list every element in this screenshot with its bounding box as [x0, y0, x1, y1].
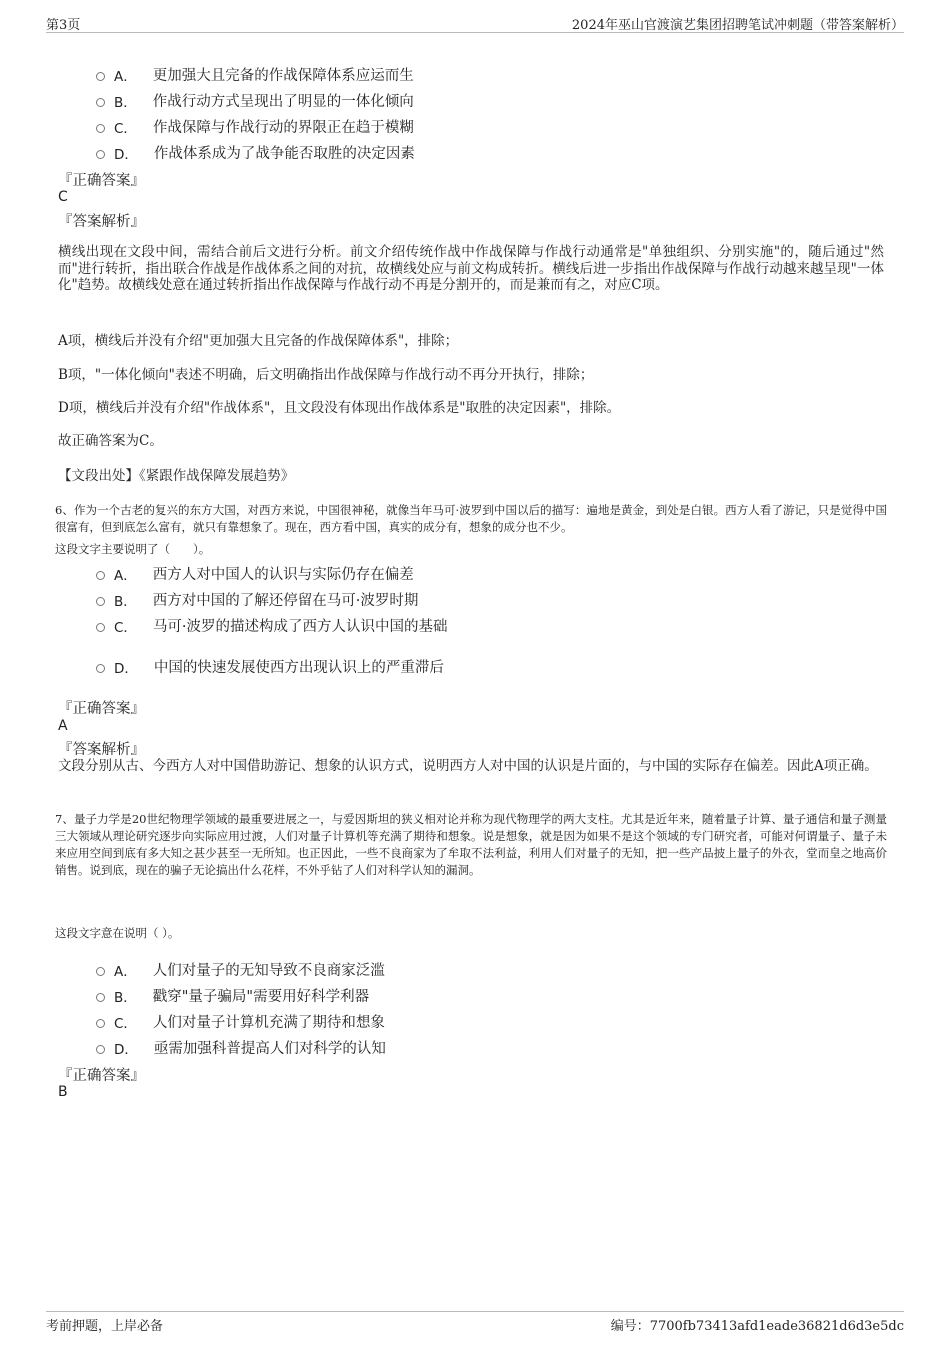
q5-answer-label: 『正确答案』 [58, 173, 145, 189]
q5-option-b[interactable]: B． 作战行动方式呈现出了明显的一体化倾向 [96, 90, 414, 111]
q5-option-d[interactable]: D． 作战体系成为了战争能否取胜的决定因素 [96, 142, 415, 163]
q7-answer-label: 『正确答案』 [58, 1068, 145, 1084]
q7-option-c[interactable]: C． 人们对量子计算机充满了期待和想象 [96, 1011, 385, 1032]
q7-option-a[interactable]: A． 人们对量子的无知导致不良商家泛滥 [96, 959, 385, 980]
radio-icon[interactable] [96, 72, 105, 81]
option-text: 戳穿"量子骗局"需要用好科学利器 [152, 989, 370, 1005]
option-text: 马可·波罗的描述构成了西方人认识中国的基础 [152, 619, 448, 635]
q7-option-d[interactable]: D． 亟需加强科普提高人们对科学的认知 [96, 1037, 386, 1058]
q6-option-a[interactable]: A． 西方人对中国人的认识与实际仍存在偏差 [96, 563, 414, 584]
q6-prompt: 这段文字主要说明了（ ）。 [55, 542, 211, 556]
q7-answer: B [58, 1084, 68, 1100]
radio-icon[interactable] [96, 597, 105, 606]
option-text: 中国的快速发展使西方出现认识上的严重滞后 [153, 660, 444, 676]
q6-answer-label: 『正确答案』 [58, 701, 145, 717]
option-text: 西方对中国的了解还停留在马可·波罗时期 [152, 593, 419, 609]
q5-analysis-label: 『答案解析』 [58, 214, 145, 230]
radio-icon[interactable] [96, 1019, 105, 1028]
q5-analysis-conclusion: 故正确答案为C。 [58, 433, 163, 449]
q6-option-c[interactable]: C． 马可·波罗的描述构成了西方人认识中国的基础 [96, 615, 448, 636]
option-text: 亟需加强科普提高人们对科学的认知 [153, 1041, 386, 1057]
q7-prompt: 这段文字意在说明（ ）。 [55, 926, 180, 940]
document-id: 编号：7700fb73413afd1eade36821d6d3e5dc [610, 1319, 904, 1334]
radio-icon[interactable] [96, 623, 105, 632]
page-footer [46, 1311, 904, 1335]
q5-analysis-option-d: D项，横线后并没有介绍"作战体系"，且文段没有体现出作战体系是"取胜的决定因素"，排除。 [58, 400, 621, 416]
radio-icon[interactable] [96, 967, 105, 976]
option-text: 人们对量子的无知导致不良商家泛滥 [152, 963, 385, 979]
q5-option-a[interactable]: A． 更加强大且完备的作战保障体系应运而生 [96, 64, 414, 85]
radio-icon[interactable] [96, 150, 105, 159]
page-number: 第3页 [46, 18, 81, 33]
option-text: 更加强大且完备的作战保障体系应运而生 [152, 68, 414, 84]
q6-answer: A [58, 718, 68, 734]
document-title: 2024年巫山官渡演艺集团招聘笔试冲刺题（带答案解析） [571, 18, 904, 33]
option-text: 作战行动方式呈现出了明显的一体化倾向 [152, 94, 414, 110]
radio-icon[interactable] [96, 1045, 105, 1054]
q5-analysis-option-a: A项，横线后并没有介绍"更加强大且完备的作战保障体系"，排除； [58, 333, 459, 349]
option-text: 西方人对中国人的认识与实际仍存在偏差 [152, 567, 414, 583]
radio-icon[interactable] [96, 664, 105, 673]
option-text: 作战保障与作战行动的界限正在趋于模糊 [152, 120, 414, 136]
q5-analysis-option-b: B项，"一体化倾向"表述不明确，后文明确指出作战保障与作战行动不再分开执行，排除； [58, 367, 594, 383]
option-text: 人们对量子计算机充满了期待和想象 [152, 1015, 385, 1031]
radio-icon[interactable] [96, 124, 105, 133]
q6-stem: 6、作为一个古老的复兴的东方大国，对西方来说，中国很神秘，就像当年马可·波罗到中国以后的描写：遍地是黄金，到处是白银。西方人看了游记，只是觉得中国很富有，但到底怎么富有，就只有靠想象了。现在，西方看中国，真实的成分有，想象的成分也不少。 [55, 503, 887, 534]
q6-option-b[interactable]: B． 西方对中国的了解还停留在马可·波罗时期 [96, 589, 418, 610]
radio-icon[interactable] [96, 98, 105, 107]
page-header [46, 14, 904, 33]
q5-analysis-paragraph: 横线出现在文段中间，需结合前后文进行分析。前文介绍传统作战中作战保障与作战行动通常是"单独组织、分别实施"的，随后通过"然而"进行转折，指出联合作战是作战体系之间的对抗，故横线处应与前文构成转折。横线后进一步指出作战保障与作战行动越来越呈现"一体化"趋势。故横线处意在通过转折指出作战保障与作战行动不再是分割开的，而是兼而有之，对应C项。 [58, 244, 884, 293]
q5-answer: C [58, 189, 68, 205]
radio-icon[interactable] [96, 571, 105, 580]
option-text: 作战体系成为了战争能否取胜的决定因素 [153, 146, 415, 162]
q5-source: 【文段出处】《紧跟作战保障发展趋势》 [58, 468, 295, 484]
q6-analysis-label: 『答案解析』 [58, 742, 145, 758]
q6-option-d[interactable]: D． 中国的快速发展使西方出现认识上的严重滞后 [96, 656, 444, 677]
radio-icon[interactable] [96, 993, 105, 1002]
q7-stem: 7、量子力学是20世纪物理学领域的最重要进展之一，与爱因斯坦的狭义相对论并称为现代物理学的两大支柱。尤其是近年来，随着量子计算、量子通信和量子测量三大领域从理论研究逐步向实际应用过渡，人们对量子计算机等充满了期待和想象。说是想象，就是因为如果不是这个领域的专门研究者，可能对何谓量子、量子未来应用空间到底有多大知之甚少甚至一无所知。也正因此，一些不良商家为了牟取不法利益，利用人们对量子的无知，把一些产品披上量子的外衣，堂而皇之地高价销售。说到底，现在的骗子无论搞出什么花样，不外乎钻了人们对科学认知的漏洞。 [55, 812, 887, 877]
footer-slogan: 考前押题，上岸必备 [46, 1319, 164, 1334]
q6-analysis: 文段分别从古、今西方人对中国借助游记、想象的认识方式，说明西方人对中国的认识是片面的，与中国的实际存在偏差。因此A项正确。 [58, 758, 878, 774]
q7-option-b[interactable]: B． 戳穿"量子骗局"需要用好科学利器 [96, 985, 369, 1006]
q5-option-c[interactable]: C． 作战保障与作战行动的界限正在趋于模糊 [96, 116, 414, 137]
